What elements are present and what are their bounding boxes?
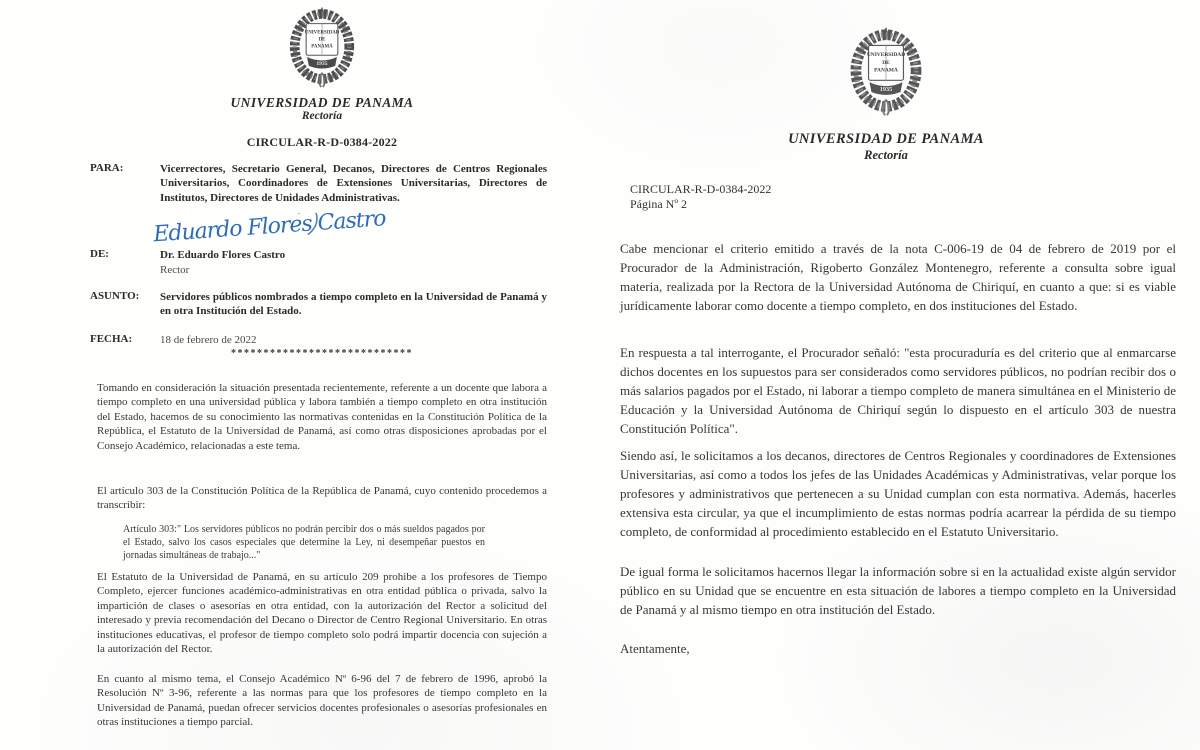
signature-text: Eduardo Flores Castro (152, 213, 387, 248)
memo-de-name: Dr. Eduardo Flores Castro (160, 249, 286, 261)
articulo-303-quote: Artículo 303:" Los servidores públicos no podrán percibir dos o más sueldos pagados por el Estado, salvo los casos especiales que determine la Ley, ni desempeñar puestos en jornadas simultáneas de trabajo..." (123, 524, 485, 562)
seal-year-text: 1935 (879, 85, 893, 93)
seal-book-text-2: DE (318, 37, 326, 43)
university-seal-icon (842, 26, 930, 123)
page1-paragraph-consejo: En cuanto al mismo tema, el Consejo Académico Nº 6-96 del 7 de febrero de 1996, aprobó la Resolución Nº 3-96, referente a las normas para que los profesores de tiempo completo en la Universidad de Panamá, puedan ofrecer servicios docentes profesionales o asesorías profesionales en otras instituciones a tiempo parcial. (97, 673, 547, 729)
seal-book-text-1: UNIVERSIDAD (866, 52, 906, 59)
memo-de-title: Rector (160, 264, 190, 276)
page1-circular-number: CIRCULAR-R-D-0384-2022 (246, 135, 398, 149)
memo-asunto-value: Servidores públicos nombrados a tiempo completo en la Universidad de Panamá y en otra Institución del Estado. (160, 291, 547, 318)
asterisk-separator: **************************** (231, 348, 413, 359)
page2-department: Rectoría (864, 148, 908, 162)
page2-page-label: Página Nº 2 (630, 197, 688, 211)
closing-salutation: Atentamente, (620, 641, 690, 656)
page2-university-name: UNIVERSIDAD DE PANAMA (788, 131, 984, 147)
seal-book-text-1: UNIVERSIDAD (304, 30, 340, 36)
page1-paragraph-articulo303: El artículo 303 de la Constitución Política de la República de Panamá, cuyo contenido procedemos a transcribir: (97, 485, 547, 512)
seal-book-text-3: PANAMÁ (874, 67, 898, 74)
memo-para-label: PARA: (90, 162, 124, 174)
page1-university-name: UNIVERSIDAD DE PANAMA (230, 95, 414, 110)
page2-paragraph-igual: De igual forma le solicitamos hacernos llegar la información sobre si en la actualidad existe algún servidor público en su Unidad que se encuentre en esta situación de labores a tiempo completo en la Universidad de Panamá y al mismo tiempo en otra institución del Estado. (620, 564, 1176, 617)
seal-year-text: 1935 (316, 60, 328, 67)
page1-department: Rectoría (301, 110, 343, 122)
page1-paragraph-estatuto: El Estatuto de la Universidad de Panamá, en su artículo 209 prohibe a los profesores de Tiempo Completo, ejercer funciones académico-administrativas en otra entidad pública o privada, salvo la impartición de clases o asesorías en otra entidad, con la autorización del Rector a solicitud del interesado y previa recomendación del Decano o Director de Centro Regional Universitario. En otras instituciones educativas, el profesor de tiempo completo solo podrá impartir docencia con sujeción a la autorización del Rector. (97, 571, 547, 656)
memo-fecha-value: 18 de febrero de 2022 (160, 334, 257, 346)
seal-book-text-3: PANAMÁ (311, 44, 333, 50)
page2-paragraph-cabe: Cabe mencionar el criterio emitido a través de la nota C-006-19 de 04 de febrero de 2019 por el Procurador de la Administración, Rigoberto González Montenegro, referente a consulta sobre igual materia, realizada por la Rectora de la Universidad Autónoma de Chiriquí, en cuanto a que: si es viable jurídicamente laborar como docente a tiempo completo, en dos instituciones del Estado. (620, 241, 1176, 313)
university-seal-icon (282, 6, 362, 94)
memo-asunto-label: ASUNTO: (90, 290, 140, 302)
page2-paragraph-respuesta: En respuesta a tal interrogante, el Procurador señaló: "esta procuraduría es del criterio que al enmarcarse dichos docentes en los supuestos para ser considerados como servidores públicos, no podrían recibir dos o más salarios pagados por el Estado, ni laborar a tiempo completo de manera simultánea en el Ministerio de Educación y la Universidad Autónoma de Chiriquí según lo dispuesto en el artículo 303 de nuestra Constitución Política". (620, 345, 1176, 436)
memo-de-label: DE: (90, 248, 109, 260)
page2-circular-number: CIRCULAR-R-D-0384-2022 (630, 182, 772, 196)
seal-book-text-2: DE (882, 59, 890, 66)
memo-fecha-label: FECHA: (90, 333, 133, 345)
page1-paragraph-intro: Tomando en consideración la situación presentada recientemente, referente a un docente que labora a tiempo completo en una universidad pública y labora también a tiempo completo en otra institución del Estado, hacemos de su conocimiento las normativas contenidas en la Constitución Política de la República, el Estatuto de la Universidad de Panamá, así como otras disposiciones aprobadas por el Consejo Académico, relacionadas a este tema. (97, 382, 547, 452)
page2-paragraph-siendo: Siendo así, le solicitamos a los decanos, directores de Centros Regionales y coordinadores de Extensiones Universitarias, así como a todos los jefes de las Unidades Académicas y Administrativas, velar porque los profesores y administrativos que pertenecen a su Unidad cumplan con esta normativa. Además, hacerles extensiva esta circular, ya que el incumplimiento de estas normas podría acarrear la pérdida de su tiempo completo, de conformidad al procedimiento establecido en el Estatuto Universitario. (620, 448, 1176, 539)
memo-para-value: Vicerrectores, Secretario General, Decanos, Directores de Centros Regionales Universitarios, Coordinadores de Extensiones Universitarias, Directores de Institutos, Directores de Unidades Administrativas. (160, 163, 547, 204)
